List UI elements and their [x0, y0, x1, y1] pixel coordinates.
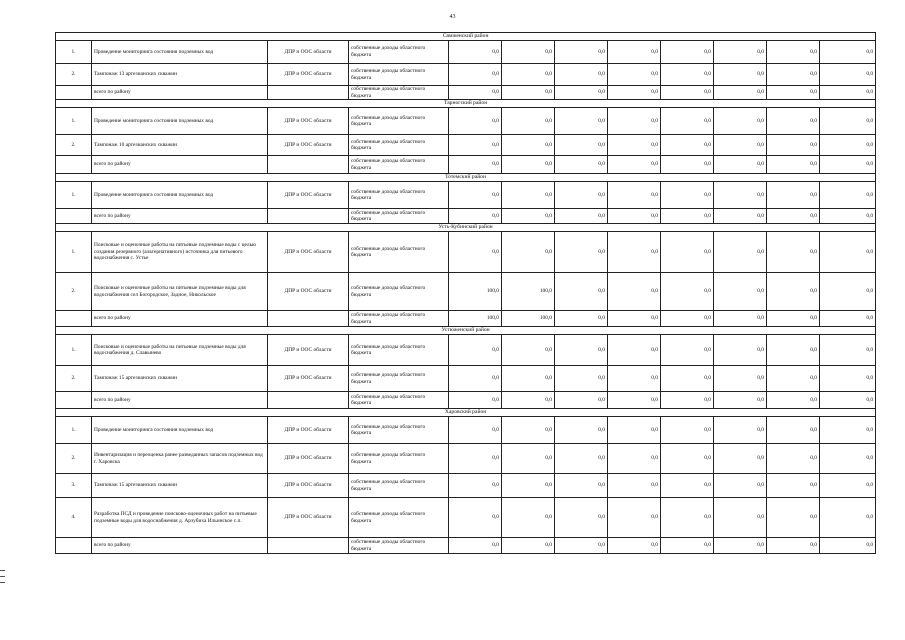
- row-number: [56, 156, 92, 174]
- amount-cell: 0,0: [714, 474, 767, 498]
- amount-cell: 0,0: [555, 232, 608, 273]
- amount-cell: 0,0: [820, 41, 876, 64]
- amount-cell: 0,0: [608, 444, 661, 474]
- table-row: [56, 498, 876, 538]
- district-name: Тарногский район: [56, 100, 876, 108]
- amount-cell: 0,0: [449, 135, 502, 156]
- amount-cell: 0,0: [608, 273, 661, 311]
- funding-source: собственные доходы областного бюджета: [349, 209, 449, 224]
- amount-cell: 0,0: [767, 335, 820, 366]
- amount-cell: 0,0: [449, 182, 502, 209]
- amount-cell: 0,0: [502, 156, 555, 174]
- table-row: [56, 232, 876, 273]
- responsible-executor: ДПР и ООС области: [268, 474, 349, 498]
- activity-description: всего по району: [92, 209, 268, 224]
- amount-cell: 0,0: [714, 64, 767, 86]
- amount-cell: 0,0: [555, 366, 608, 392]
- row-number: 2.: [56, 366, 92, 392]
- amount-cell: 0,0: [714, 538, 767, 554]
- amount-cell: 0,0: [608, 64, 661, 86]
- amount-cell: 0,0: [502, 366, 555, 392]
- funding-source: собственные доходы областного бюджета: [349, 86, 449, 100]
- district-total-row: [56, 311, 876, 327]
- amount-cell: 0,0: [767, 366, 820, 392]
- amount-cell: 0,0: [767, 273, 820, 311]
- amount-cell: 0,0: [661, 232, 714, 273]
- row-number: 1.: [56, 232, 92, 273]
- amount-cell: 0,0: [714, 232, 767, 273]
- amount-cell: 0,0: [449, 209, 502, 224]
- margin-mark: [0, 570, 5, 571]
- amount-cell: 0,0: [661, 417, 714, 444]
- amount-cell: 0,0: [820, 444, 876, 474]
- amount-cell: 0,0: [608, 86, 661, 100]
- activity-description: всего по району: [92, 538, 268, 554]
- amount-cell: 0,0: [767, 498, 820, 538]
- amount-cell: 0,0: [661, 392, 714, 409]
- district-header-row: [56, 174, 876, 182]
- amount-cell: 0,0: [502, 86, 555, 100]
- row-number: [56, 538, 92, 554]
- responsible-executor: ДПР и ООС области: [268, 417, 349, 444]
- amount-cell: 0,0: [767, 156, 820, 174]
- row-number: 1.: [56, 417, 92, 444]
- amount-cell: 0,0: [608, 156, 661, 174]
- amount-cell: 0,0: [820, 417, 876, 444]
- amount-cell: 0,0: [661, 86, 714, 100]
- responsible-executor: ДПР и ООС области: [268, 182, 349, 209]
- district-total-row: [56, 156, 876, 174]
- amount-cell: 0,0: [608, 335, 661, 366]
- amount-cell: 0,0: [820, 64, 876, 86]
- responsible-executor: ДПР и ООС области: [268, 232, 349, 273]
- amount-cell: 0,0: [449, 156, 502, 174]
- amount-cell: 0,0: [555, 417, 608, 444]
- row-number: 2.: [56, 273, 92, 311]
- table-row: [56, 273, 876, 311]
- amount-cell: 0,0: [767, 392, 820, 409]
- amount-cell: 0,0: [661, 474, 714, 498]
- amount-cell: 0,0: [608, 311, 661, 327]
- activity-description: Проведение мониторинга состояния подземных вод: [92, 108, 268, 135]
- amount-cell: 0,0: [608, 538, 661, 554]
- funding-source: собственные доходы областного бюджета: [349, 41, 449, 64]
- funding-source: собственные доходы областного бюджета: [349, 273, 449, 311]
- activity-description: Инвентаризация и переоценка ранее разведанных запасов подземных вод г. Харовска: [92, 444, 268, 474]
- district-header-row: [56, 224, 876, 232]
- amount-cell: 0,0: [555, 209, 608, 224]
- table-row: [56, 135, 876, 156]
- amount-cell: 0,0: [714, 335, 767, 366]
- row-number: 2.: [56, 444, 92, 474]
- amount-cell: 0,0: [714, 392, 767, 409]
- amount-cell: 0,0: [555, 182, 608, 209]
- activity-description: Поисковые и оценочные работы на питьевые подземные воды для водоснабжения д. Славынево: [92, 335, 268, 366]
- amount-cell: 0,0: [449, 232, 502, 273]
- amount-cell: 0,0: [502, 64, 555, 86]
- funding-source: собственные доходы областного бюджета: [349, 474, 449, 498]
- amount-cell: 0,0: [608, 209, 661, 224]
- amount-cell: 0,0: [661, 444, 714, 474]
- amount-cell: 0,0: [449, 538, 502, 554]
- district-total-row: [56, 392, 876, 409]
- row-number: 2.: [56, 64, 92, 86]
- activity-description: всего по району: [92, 311, 268, 327]
- responsible-executor: [268, 311, 349, 327]
- district-header-row: [56, 409, 876, 417]
- amount-cell: 0,0: [714, 366, 767, 392]
- responsible-executor: ДПР и ООС области: [268, 366, 349, 392]
- funding-source: собственные доходы областного бюджета: [349, 392, 449, 409]
- amount-cell: 0,0: [767, 182, 820, 209]
- amount-cell: 0,0: [449, 392, 502, 409]
- activity-description: всего по району: [92, 156, 268, 174]
- amount-cell: 0,0: [608, 474, 661, 498]
- amount-cell: 0,0: [502, 108, 555, 135]
- amount-cell: 0,0: [661, 108, 714, 135]
- amount-cell: 0,0: [767, 417, 820, 444]
- amount-cell: 0,0: [555, 64, 608, 86]
- row-number: 1.: [56, 41, 92, 64]
- amount-cell: 0,0: [555, 474, 608, 498]
- amount-cell: 0,0: [555, 311, 608, 327]
- district-total-row: [56, 538, 876, 554]
- amount-cell: 0,0: [714, 135, 767, 156]
- amount-cell: 0,0: [714, 41, 767, 64]
- row-number: 1.: [56, 108, 92, 135]
- amount-cell: 0,0: [502, 474, 555, 498]
- amount-cell: 0,0: [449, 417, 502, 444]
- responsible-executor: ДПР и ООС области: [268, 335, 349, 366]
- activity-description: Тампонаж 15 артезианских скважин: [92, 366, 268, 392]
- amount-cell: 0,0: [820, 135, 876, 156]
- responsible-executor: ДПР и ООС области: [268, 64, 349, 86]
- activity-description: Тампонаж 10 артезианских скважин: [92, 135, 268, 156]
- funding-source: собственные доходы областного бюджета: [349, 417, 449, 444]
- amount-cell: 0,0: [608, 232, 661, 273]
- district-total-row: [56, 209, 876, 224]
- amount-cell: 0,0: [608, 182, 661, 209]
- amount-cell: 0,0: [661, 273, 714, 311]
- responsible-executor: [268, 538, 349, 554]
- amount-cell: 0,0: [661, 498, 714, 538]
- funding-source: собственные доходы областного бюджета: [349, 366, 449, 392]
- amount-cell: 0,0: [767, 86, 820, 100]
- amount-cell: 0,0: [608, 135, 661, 156]
- district-name: Харовский район: [56, 409, 876, 417]
- activity-description: Проведение мониторинга состояния подземных вод: [92, 41, 268, 64]
- district-name: Сямженский район: [56, 33, 876, 41]
- amount-cell: 0,0: [820, 311, 876, 327]
- activity-description: Разработка ПСД и проведение поисково-оценочных работ на питьевые подземные воды для водоснабжения д. Арзубиха Ильинское с.п.: [92, 498, 268, 538]
- amount-cell: 0,0: [820, 209, 876, 224]
- funding-source: собственные доходы областного бюджета: [349, 311, 449, 327]
- amount-cell: 0,0: [714, 273, 767, 311]
- amount-cell: 0,0: [714, 444, 767, 474]
- responsible-executor: ДПР и ООС области: [268, 498, 349, 538]
- activity-description: всего по району: [92, 392, 268, 409]
- activity-description: Тампонаж 13 артезианских скважин: [92, 64, 268, 86]
- amount-cell: 0,0: [449, 108, 502, 135]
- margin-mark: [0, 582, 5, 583]
- district-name: Усть-Кубинский район: [56, 224, 876, 232]
- amount-cell: 0,0: [767, 209, 820, 224]
- budget-table: [55, 32, 876, 554]
- amount-cell: 0,0: [502, 209, 555, 224]
- district-header-row: [56, 100, 876, 108]
- amount-cell: 0,0: [502, 335, 555, 366]
- table-row: [56, 64, 876, 86]
- amount-cell: 0,0: [767, 444, 820, 474]
- amount-cell: 0,0: [820, 156, 876, 174]
- funding-source: собственные доходы областного бюджета: [349, 182, 449, 209]
- amount-cell: 0,0: [661, 41, 714, 64]
- amount-cell: 0,0: [608, 41, 661, 64]
- amount-cell: 0,0: [608, 392, 661, 409]
- amount-cell: 0,0: [502, 41, 555, 64]
- amount-cell: 0,0: [661, 311, 714, 327]
- district-header-row: [56, 33, 876, 41]
- amount-cell: 0,0: [820, 182, 876, 209]
- amount-cell: 0,0: [661, 335, 714, 366]
- amount-cell: 0,0: [820, 392, 876, 409]
- amount-cell: 0,0: [820, 335, 876, 366]
- responsible-executor: ДПР и ООС области: [268, 444, 349, 474]
- amount-cell: 0,0: [820, 366, 876, 392]
- district-name: Тотемский район: [56, 174, 876, 182]
- responsible-executor: ДПР и ООС области: [268, 108, 349, 135]
- amount-cell: 0,0: [555, 392, 608, 409]
- row-number: 4.: [56, 498, 92, 538]
- amount-cell: 0,0: [714, 86, 767, 100]
- amount-cell: 0,0: [767, 64, 820, 86]
- amount-cell: 0,0: [555, 86, 608, 100]
- amount-cell: 0,0: [555, 135, 608, 156]
- amount-cell: 0,0: [555, 335, 608, 366]
- activity-description: Тампонаж 15 артезианских скважин: [92, 474, 268, 498]
- amount-cell: 0,0: [555, 498, 608, 538]
- amount-cell: 0,0: [449, 64, 502, 86]
- amount-cell: 0,0: [661, 64, 714, 86]
- amount-cell: 0,0: [714, 311, 767, 327]
- amount-cell: 0,0: [555, 108, 608, 135]
- funding-source: собственные доходы областного бюджета: [349, 108, 449, 135]
- responsible-executor: ДПР и ООС области: [268, 41, 349, 64]
- table-row: [56, 335, 876, 366]
- amount-cell: 0,0: [661, 538, 714, 554]
- amount-cell: 0,0: [502, 417, 555, 444]
- amount-cell: 0,0: [661, 366, 714, 392]
- row-number: 3.: [56, 474, 92, 498]
- amount-cell: 0,0: [502, 538, 555, 554]
- activity-description: Поисковые и оценочные работы на питьевые подземные воды с целью создания резервного (альтернативного) источника для питьевого водоснабжения с. Устье: [92, 232, 268, 273]
- amount-cell: 0,0: [767, 108, 820, 135]
- activity-description: Проведение мониторинга состояния подземных вод: [92, 417, 268, 444]
- row-number: [56, 209, 92, 224]
- funding-source: собственные доходы областного бюджета: [349, 498, 449, 538]
- table-row: [56, 366, 876, 392]
- amount-cell: 0,0: [555, 41, 608, 64]
- amount-cell: 0,0: [555, 156, 608, 174]
- funding-source: собственные доходы областного бюджета: [349, 335, 449, 366]
- amount-cell: 0,0: [767, 311, 820, 327]
- amount-cell: 0,0: [767, 538, 820, 554]
- amount-cell: 0,0: [502, 232, 555, 273]
- amount-cell: 0,0: [608, 498, 661, 538]
- responsible-executor: ДПР и ООС области: [268, 135, 349, 156]
- responsible-executor: ДПР и ООС области: [268, 273, 349, 311]
- district-total-row: [56, 86, 876, 100]
- amount-cell: 0,0: [714, 108, 767, 135]
- amount-cell: 0,0: [449, 444, 502, 474]
- amount-cell: 0,0: [661, 182, 714, 209]
- amount-cell: 0,0: [661, 156, 714, 174]
- amount-cell: 100,0: [502, 311, 555, 327]
- amount-cell: 0,0: [661, 135, 714, 156]
- row-number: [56, 86, 92, 100]
- responsible-executor: [268, 209, 349, 224]
- amount-cell: 0,0: [820, 538, 876, 554]
- row-number: 1.: [56, 335, 92, 366]
- row-number: [56, 392, 92, 409]
- amount-cell: 0,0: [502, 444, 555, 474]
- amount-cell: 0,0: [608, 108, 661, 135]
- amount-cell: 0,0: [820, 474, 876, 498]
- table-row: [56, 444, 876, 474]
- funding-source: собственные доходы областного бюджета: [349, 232, 449, 273]
- row-number: 1.: [56, 182, 92, 209]
- amount-cell: 0,0: [767, 232, 820, 273]
- amount-cell: 0,0: [767, 474, 820, 498]
- margin-mark: [0, 576, 5, 577]
- funding-source: собственные доходы областного бюджета: [349, 64, 449, 86]
- amount-cell: 0,0: [502, 392, 555, 409]
- table-row: [56, 108, 876, 135]
- amount-cell: 0,0: [714, 182, 767, 209]
- amount-cell: 0,0: [449, 86, 502, 100]
- amount-cell: 0,0: [820, 273, 876, 311]
- district-header-row: [56, 327, 876, 335]
- page-number: 43: [449, 14, 456, 20]
- activity-description: всего по району: [92, 86, 268, 100]
- activity-description: Проведение мониторинга состояния подземных вод: [92, 182, 268, 209]
- amount-cell: 100,0: [449, 311, 502, 327]
- amount-cell: 0,0: [555, 273, 608, 311]
- amount-cell: 0,0: [449, 335, 502, 366]
- amount-cell: 0,0: [820, 108, 876, 135]
- amount-cell: 0,0: [502, 182, 555, 209]
- responsible-executor: [268, 392, 349, 409]
- amount-cell: 0,0: [820, 498, 876, 538]
- table-row: [56, 417, 876, 444]
- row-number: [56, 311, 92, 327]
- table-row: [56, 41, 876, 64]
- amount-cell: 100,0: [502, 273, 555, 311]
- funding-source: собственные доходы областного бюджета: [349, 156, 449, 174]
- amount-cell: 0,0: [449, 498, 502, 538]
- row-number: 2.: [56, 135, 92, 156]
- activity-description: Поисковые и оценочные работы на питьевые подземные воды для водоснабжения сел Богородское, Задное, Никольское: [92, 273, 268, 311]
- amount-cell: 0,0: [820, 86, 876, 100]
- amount-cell: 0,0: [555, 538, 608, 554]
- amount-cell: 0,0: [767, 41, 820, 64]
- table-row: [56, 182, 876, 209]
- responsible-executor: [268, 86, 349, 100]
- amount-cell: 0,0: [449, 474, 502, 498]
- amount-cell: 0,0: [714, 156, 767, 174]
- amount-cell: 0,0: [502, 135, 555, 156]
- amount-cell: 0,0: [714, 498, 767, 538]
- amount-cell: 0,0: [714, 417, 767, 444]
- responsible-executor: [268, 156, 349, 174]
- amount-cell: 0,0: [714, 209, 767, 224]
- amount-cell: 100,0: [449, 273, 502, 311]
- amount-cell: 0,0: [767, 135, 820, 156]
- amount-cell: 0,0: [449, 366, 502, 392]
- district-name: Устюженский район: [56, 327, 876, 335]
- amount-cell: 0,0: [502, 498, 555, 538]
- funding-source: собственные доходы областного бюджета: [349, 538, 449, 554]
- funding-source: собственные доходы областного бюджета: [349, 135, 449, 156]
- amount-cell: 0,0: [449, 41, 502, 64]
- amount-cell: 0,0: [820, 232, 876, 273]
- amount-cell: 0,0: [608, 366, 661, 392]
- funding-source: собственные доходы областного бюджета: [349, 444, 449, 474]
- table-row: [56, 474, 876, 498]
- amount-cell: 0,0: [608, 417, 661, 444]
- amount-cell: 0,0: [555, 444, 608, 474]
- amount-cell: 0,0: [661, 209, 714, 224]
